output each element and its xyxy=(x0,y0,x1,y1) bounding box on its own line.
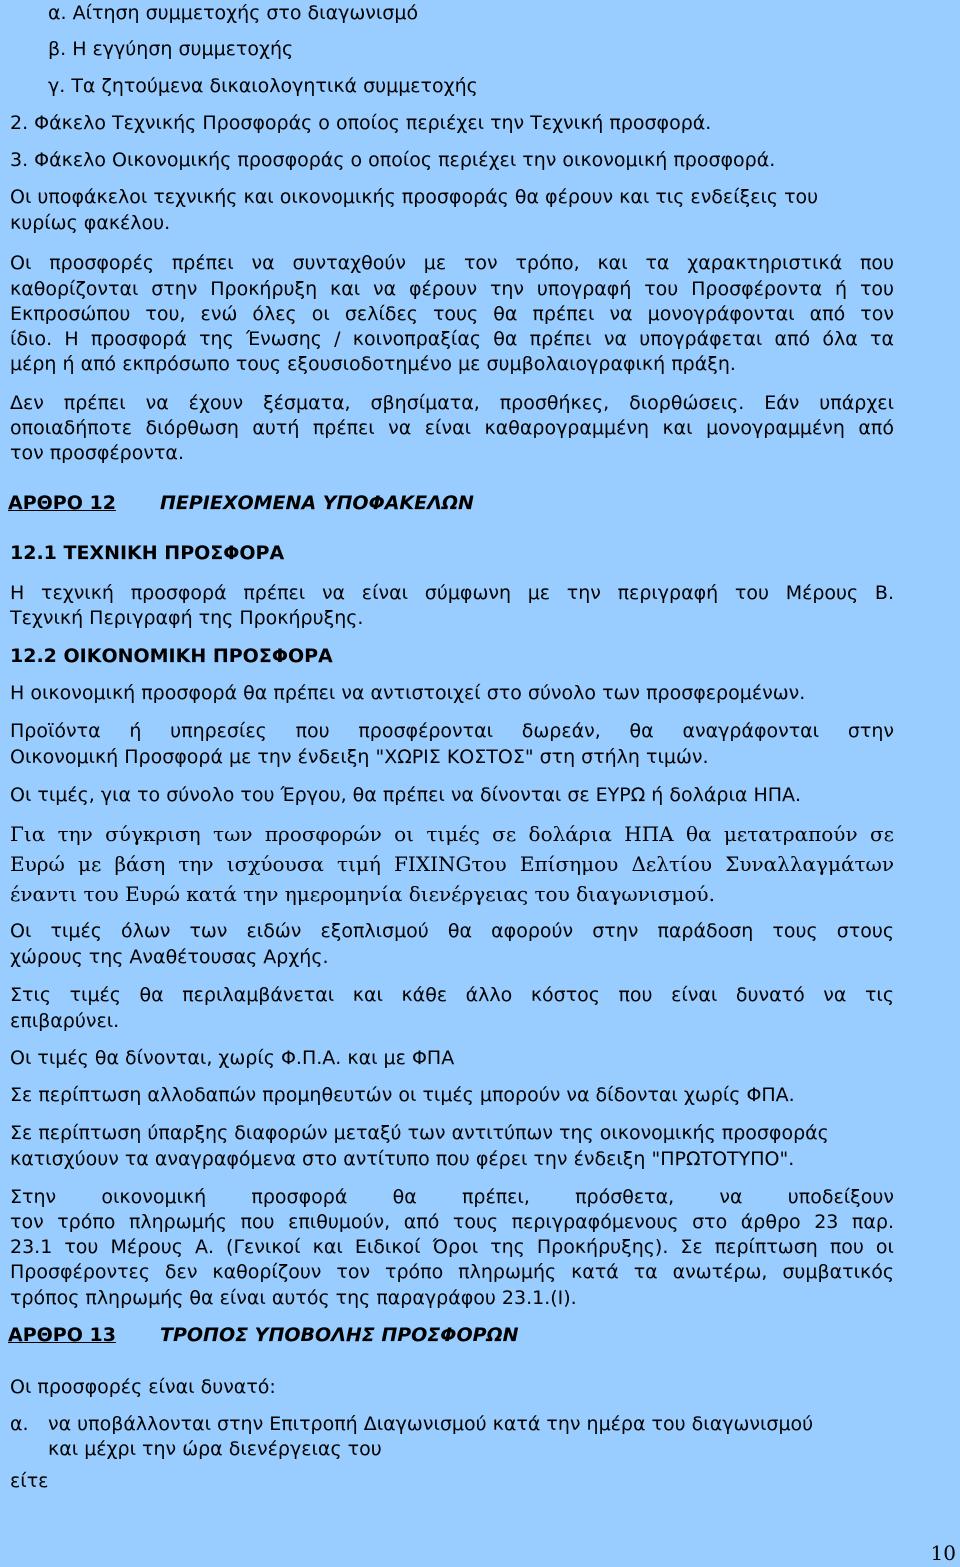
text-line: Οικονομική Προσφορά με την ένδειξη "ΧΩΡΙΣ ΚΟΣΤΟΣ" στη στήλη τιμών. xyxy=(10,746,709,768)
list-item-c: γ. Τα ζητούμενα δικαιολογητικά συμμετοχής xyxy=(48,75,478,97)
text-line: κατισχύουν τα αναγραφόμενα στο αντίτυπο που φέρει την ένδειξη "ΠΡΩΤΟΤΥΠΟ". xyxy=(10,1148,795,1170)
text-line: 23.1 του Μέρους Α. (Γενικοί και Ειδικοί Όροι της Προκήρυξης). Σε περίπτωση που οι xyxy=(10,1236,894,1258)
text-line: Οι προσφορές είναι δυνατό: xyxy=(10,1376,276,1398)
text-line: μέρη ή από εκπρόσωπο τους εξουσιοδοτημένο με συμβολαιογραφική πράξη. xyxy=(10,353,736,375)
text-line: Οι προσφορές πρέπει να συνταχθούν με τον τρόπο, και τα χαρακτηριστικά που xyxy=(10,252,894,274)
text-line: Ευρώ με βάση την ισχύουσα τιμή FIXINGτου Επίσημου Δελτίου Συναλλαγμάτων xyxy=(10,852,894,876)
text-line: Οι τιμές, για το σύνολο του Έργου, θα πρέπει να δίνονται σε ΕΥΡΩ ή δολάρια ΗΠΑ. xyxy=(10,784,802,806)
text-line: Η οικονομική προσφορά θα πρέπει να αντιστοιχεί στο σύνολο των προσφερομένων. xyxy=(10,682,806,704)
text-line: οποιαδήποτε διόρθωση αυτή πρέπει να είναι καθαρογραμμένη και μονογραμμένη από xyxy=(10,417,894,439)
text-line: τρόπος πληρωμής θα είναι αυτός της παραγράφου 23.1.(Ι). xyxy=(10,1287,577,1309)
page-number: 10 xyxy=(930,1541,956,1565)
text-line: Εκπροσώπου του, ενώ όλες οι σελίδες τους θα πρέπει να μονογράφονται από τον xyxy=(10,303,894,325)
text-line: Προσφέροντες δεν καθορίζουν τον τρόπο πληρωμής κατά τα ανωτέρω, συμβατικός xyxy=(10,1261,894,1283)
list-item-b: β. Η εγγύηση συμμετοχής xyxy=(48,38,294,60)
text-line: χώρους της Αναθέτουσας Αρχής. xyxy=(10,946,329,968)
text-line: Οι υποφάκελοι τεχνικής και οικονομικής προσφοράς θα φέρουν και τις ενδείξεις του xyxy=(10,186,819,208)
list-item-text: και μέχρι την ώρα διενέργειας του xyxy=(48,1438,382,1460)
list-item-a: α. Αίτηση συμμετοχής στο διαγωνισμό xyxy=(48,2,419,24)
text-line: κυρίως φακέλου. xyxy=(10,212,171,234)
list-marker: α. xyxy=(10,1413,29,1435)
text-line: Σε περίπτωση ύπαρξης διαφορών μεταξύ των αντιτύπων της οικονομικής προσφοράς xyxy=(10,1122,829,1144)
article-12-title: ΠΕΡΙΕΧΟΜΕΝΑ ΥΠΟΦΑΚΕΛΩΝ xyxy=(160,492,474,514)
list-item-3: 3. Φάκελο Οικονομικής προσφοράς ο οποίος περιέχει την οικονομική προσφορά. xyxy=(10,149,776,171)
text-line: Στην οικονομική προσφορά θα πρέπει, πρόσθετα, να υποδείξουν xyxy=(10,1186,894,1208)
text-line: τον προσφέροντα. xyxy=(10,442,184,464)
text-line: Η τεχνική προσφορά πρέπει να είναι σύμφωνη με την περιγραφή του Μέρους Β. xyxy=(10,582,894,604)
article-12-number: ΑΡΘΡΟ 12 xyxy=(8,492,116,514)
text-line: Δεν πρέπει να έχουν ξέσματα, σβησίματα, προσθήκες, διορθώσεις. Εάν υπάρχει xyxy=(10,392,894,414)
text-line: Οι τιμές όλων των ειδών εξοπλισμού θα αφορούν στην παράδοση τους στους xyxy=(10,920,894,942)
text-line: Σε περίπτωση αλλοδαπών προμηθευτών οι τιμές μπορούν να δίδονται χωρίς ΦΠΑ. xyxy=(10,1084,795,1106)
text-line: επιβαρύνει. xyxy=(10,1010,120,1032)
text-line: Οι τιμές θα δίνονται, χωρίς Φ.Π.Α. και με ΦΠΑ xyxy=(10,1047,455,1069)
article-13-number: ΑΡΘΡΟ 13 xyxy=(8,1324,116,1346)
text-line: Τεχνική Περιγραφή της Προκήρυξης. xyxy=(10,607,364,629)
text-line: έναντι του Ευρώ κατά την ημερομηνία διενέργειας του διαγωνισμού. xyxy=(10,882,715,906)
list-item-2: 2. Φάκελο Τεχνικής Προσφοράς ο οποίος περιέχει την Τεχνική προσφορά. xyxy=(10,112,712,134)
list-item-text: να υποβάλλονται στην Επιτροπή Διαγωνισμού κατά την ημέρα του διαγωνισμού xyxy=(48,1413,814,1435)
article-13-title: ΤΡΟΠΟΣ ΥΠΟΒΟΛΗΣ ΠΡΟΣΦΟΡΩΝ xyxy=(160,1324,519,1346)
text-line: Για την σύγκριση των προσφορών οι τιμές σε δολάρια ΗΠΑ θα μετατραπούν σε xyxy=(10,822,894,846)
text-line: τον τρόπο πληρωμής που επιθυμούν, από τους περιγραφόμενους στο άρθρο 23 παρ. xyxy=(10,1211,894,1233)
section-12-1-heading: 12.1 ΤΕΧΝΙΚΗ ΠΡΟΣΦΟΡΑ xyxy=(10,542,285,564)
text-line: Προϊόντα ή υπηρεσίες που προσφέρονται δωρεάν, θα αναγράφονται στην xyxy=(10,720,894,742)
text-line: είτε xyxy=(10,1470,49,1492)
text-line: καθορίζονται στην Προκήρυξη και να φέρουν την υπογραφή του Προσφέροντα ή του xyxy=(10,278,894,300)
text-line: Στις τιμές θα περιλαμβάνεται και κάθε άλλο κόστος που είναι δυνατό να τις xyxy=(10,984,894,1006)
section-12-2-heading: 12.2 ΟΙΚΟΝΟΜΙΚΗ ΠΡΟΣΦΟΡΑ xyxy=(10,645,333,667)
text-line: ίδιο. Η προσφορά της Ένωσης / κοινοπραξίας θα πρέπει να υπογράφεται από όλα τα xyxy=(10,328,894,350)
